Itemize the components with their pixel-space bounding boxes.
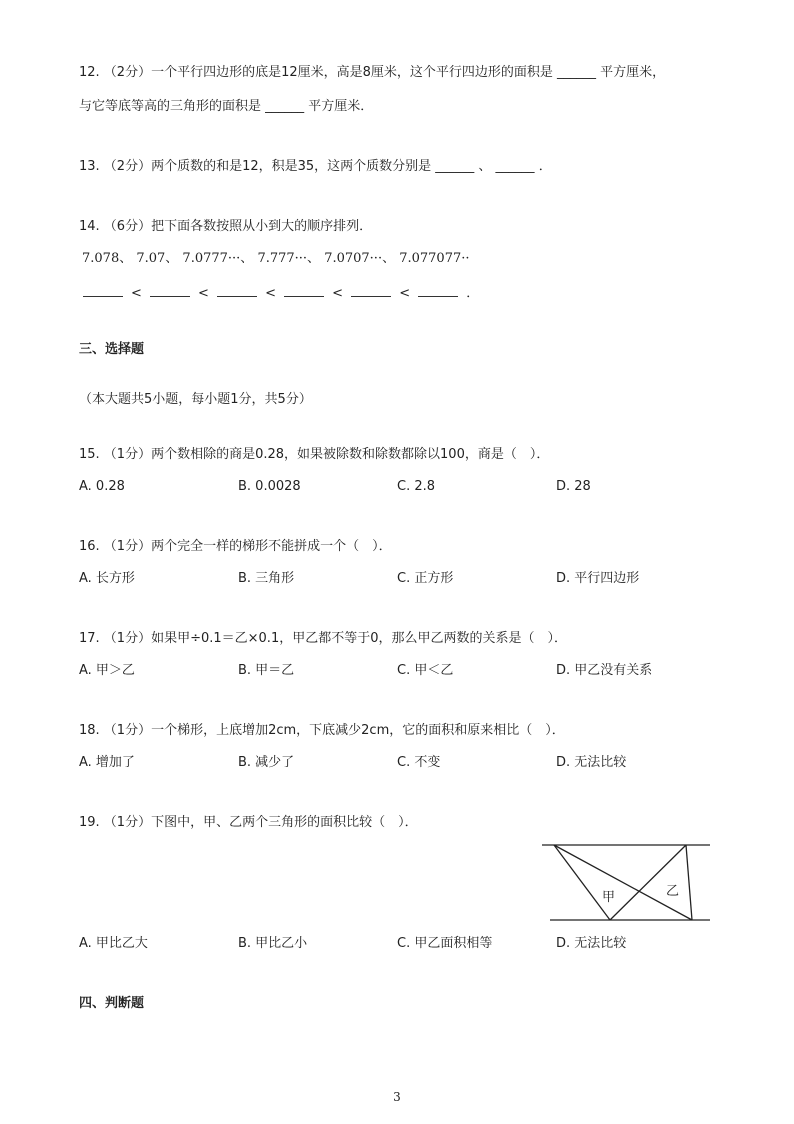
section4-title: 四、判断题 — [79, 996, 145, 1011]
q18-option-d[interactable]: D. 无法比较 — [556, 755, 627, 770]
q19-stem: 19. （1分）下图中，甲、乙两个三角形的面积比较（ ）． — [79, 815, 418, 830]
q18-option-a[interactable]: A. 增加了 — [79, 755, 135, 770]
q14-numbers: 7.078、 7.07、 7.0777···、 7.777···、 7.0707···、 7.077077·· — [82, 251, 470, 266]
q14-line1: 14. （6分）把下面各数按照从小到大的顺序排列． — [79, 219, 373, 234]
q15-option-b[interactable]: B. 0.0028 — [238, 479, 301, 494]
q16-stem: 16. （1分）两个完全一样的梯形不能拼成一个（ ）． — [79, 539, 392, 554]
q17-option-c[interactable]: C. 甲＜乙 — [397, 663, 454, 678]
answer-blank[interactable] — [351, 284, 391, 297]
answer-blank[interactable] — [150, 284, 190, 297]
answer-blank[interactable] — [83, 284, 123, 297]
section3-note: （本大题共5小题，每小题1分，共5分） — [79, 392, 312, 407]
q15-stem: 15. （1分）两个数相除的商是0.28，如果被除数和除数都除以100，商是（ ）． — [79, 447, 550, 462]
q15-option-d[interactable]: D. 28 — [556, 479, 591, 494]
q16-option-d[interactable]: D. 平行四边形 — [556, 571, 640, 586]
triangle-b-vertical-side — [686, 845, 692, 920]
answer-blank[interactable] — [418, 284, 458, 297]
label-a: 甲 — [602, 890, 616, 905]
q15-option-c[interactable]: C. 2.8 — [397, 479, 436, 494]
q19-triangles-figure — [540, 838, 712, 926]
q16-option-a[interactable]: A. 长方形 — [79, 571, 135, 586]
q17-option-a[interactable]: A. 甲＞乙 — [79, 663, 135, 678]
less-than-sign: < — [198, 286, 209, 301]
answer-blank[interactable] — [284, 284, 324, 297]
less-than-sign: < — [265, 286, 276, 301]
less-than-sign: < — [131, 286, 142, 301]
q17-stem: 17. （1分）如果甲÷0.1＝乙×0.1，甲乙都不等于0，那么甲乙两数的关系是（ ）． — [79, 631, 567, 646]
q15-option-a[interactable]: A. 0.28 — [79, 479, 125, 494]
q12-line2: 与它等底等高的三角形的面积是 ______ 平方厘米． — [79, 99, 374, 114]
q18-option-b[interactable]: B. 减少了 — [238, 755, 295, 770]
q12-line1: 12. （2分）一个平行四边形的底是12厘米，高是8厘米，这个平行四边形的面积是 ______ 平方厘米， — [79, 65, 666, 80]
q16-option-c[interactable]: C. 正方形 — [397, 571, 454, 586]
answer-blank[interactable] — [217, 284, 257, 297]
q18-stem: 18. （1分）一个梯形，上底增加2cm，下底减少2cm，它的面积和原来相比（ ）． — [79, 723, 565, 738]
q19-option-c[interactable]: C. 甲乙面积相等 — [397, 936, 493, 951]
q17-option-b[interactable]: B. 甲＝乙 — [238, 663, 295, 678]
less-than-sign: < — [332, 286, 344, 301]
page-number: 3 — [393, 1090, 401, 1104]
q19-option-d[interactable]: D. 无法比较 — [556, 936, 627, 951]
q19-option-b[interactable]: B. 甲比乙小 — [238, 936, 308, 951]
q17-option-d[interactable]: D. 甲乙没有关系 — [556, 663, 653, 678]
less-than-sign: < — [399, 286, 411, 301]
triangle-a-right-side — [610, 845, 686, 920]
section3-title: 三、选择题 — [79, 342, 145, 357]
q16-option-b[interactable]: B. 三角形 — [238, 571, 295, 586]
label-b: 乙 — [666, 884, 680, 899]
period: ． — [466, 286, 480, 301]
triangle-b-diagonal — [554, 845, 692, 920]
q14-answer-row — [79, 284, 479, 303]
q18-option-c[interactable]: C. 不变 — [397, 755, 441, 770]
q19-option-a[interactable]: A. 甲比乙大 — [79, 936, 148, 951]
q13-line1: 13. （2分）两个质数的和是12，积是35，这两个质数分别是 ______ 、 ______ ． — [79, 159, 552, 174]
triangle-a-left-side — [554, 845, 610, 920]
